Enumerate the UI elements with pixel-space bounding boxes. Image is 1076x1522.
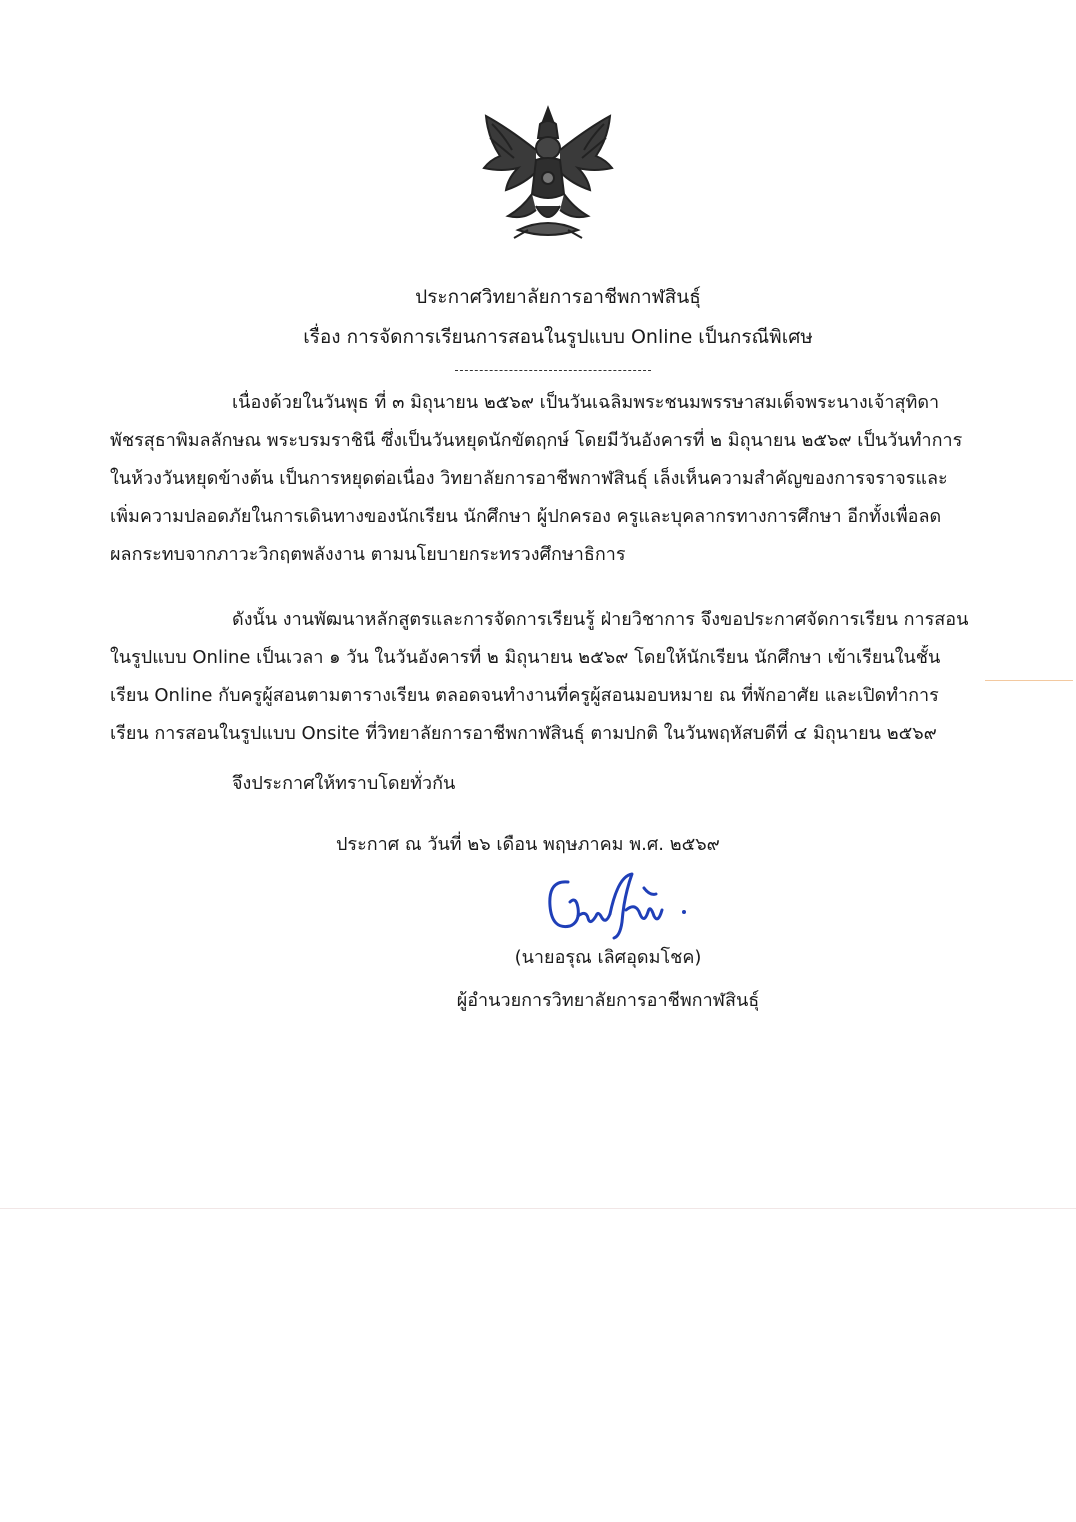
announcement-date: ประกาศ ณ วันที่ ๒๖ เดือน พฤษภาคม พ.ศ. ๒๕๖๙ xyxy=(336,834,720,855)
paragraph2-line: ดังนั้น งานพัฒนาหลักสูตรและการจัดการเรียนรู้ ฝ่ายวิชาการ จึงขอประกาศจัดการเรียน การสอน xyxy=(232,609,969,630)
handwritten-signature xyxy=(540,866,690,946)
signer-title: ผู้อำนวยการวิทยาลัยการอาชีพกาฬสินธุ์ xyxy=(456,990,760,1011)
scan-page-edge xyxy=(0,1208,1076,1209)
signer-name: (นายอรุณ เลิศอุดมโชค) xyxy=(514,947,702,968)
paragraph1-line: ผลกระทบจากภาวะวิกฤตพลังงาน ตามนโยบายกระทรวงศึกษาธิการ xyxy=(110,544,626,565)
paragraph2-line: เรียน การสอนในรูปแบบ Onsite ที่วิทยาลัยการอาชีพกาฬสินธุ์ ตามปกติ ในวันพฤหัสบดีที่ ๔ มิถุนายน ๒๕๖๙ xyxy=(110,723,937,744)
subject-heading: เรื่อง การจัดการเรียนการสอนในรูปแบบ Online เป็นกรณีพิเศษ xyxy=(303,326,813,348)
garuda-emblem-icon xyxy=(478,98,618,246)
paragraph1-line: เนื่องด้วยในวันพุธ ที่ ๓ มิถุนายน ๒๕๖๙ เป็นวันเฉลิมพระชนมพรรษาสมเด็จพระนางเจ้าสุทิดา xyxy=(232,392,940,413)
paragraph2-line: เรียน Online กับครูผู้สอนตามตารางเรียน ตลอดจนทำงานที่ครูผู้สอนมอบหมาย ณ ที่พักอาศัย และเปิดทำการ xyxy=(110,685,939,706)
scan-artifact-line xyxy=(985,680,1073,681)
paragraph1-line: ในห้วงวันหยุดข้างต้น เป็นการหยุดต่อเนื่อง วิทยาลัยการอาชีพกาฬสินธุ์ เล็งเห็นความสำคัญของการจราจรและ xyxy=(110,468,948,489)
organization-heading: ประกาศวิทยาลัยการอาชีพกาฬสินธุ์ xyxy=(415,286,701,308)
closing-statement: จึงประกาศให้ทราบโดยทั่วกัน xyxy=(232,773,456,794)
paragraph2-line: ในรูปแบบ Online เป็นเวลา ๑ วัน ในวันอังคารที่ ๒ มิถุนายน ๒๕๖๙ โดยให้นักเรียน นักศึกษา เข้าเรียนในชั้น xyxy=(110,647,941,668)
paragraph1-line: พัชรสุธาพิมลลักษณ พระบรมราชินี ซึ่งเป็นวันหยุดนักขัตฤกษ์ โดยมีวันอังคารที่ ๒ มิถุนายน ๒๕๖๙ เป็นวันทำการ xyxy=(110,430,963,451)
heading-divider xyxy=(455,370,651,371)
paragraph1-line: เพิ่มความปลอดภัยในการเดินทางของนักเรียน นักศึกษา ผู้ปกครอง ครูและบุคลากรทางการศึกษา อีกทั้งเพื่อลด xyxy=(110,506,942,527)
